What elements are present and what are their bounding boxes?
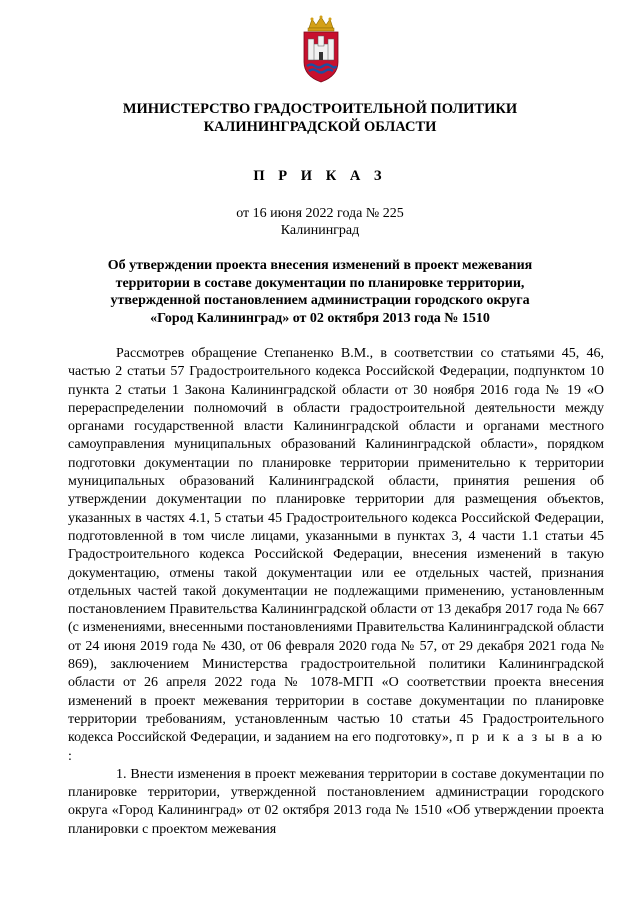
order-subject	[76, 257, 564, 327]
coat-of-arms-icon	[296, 14, 346, 84]
prikazyvayu-word: п р и к а з ы в а ю :	[68, 730, 604, 764]
subject-line-3: утвержденной постановлением администрации городского округа	[110, 293, 530, 308]
order-city: Калининград	[280, 223, 360, 238]
ministry-line-2: КАЛИНИНГРАДСКОЙ ОБЛАСТИ	[203, 119, 437, 135]
order-body	[68, 345, 604, 839]
subject-line-2: территории в составе документации по планировке территории,	[115, 275, 525, 291]
ministry-name	[60, 100, 580, 136]
body-paragraph-1	[68, 345, 604, 766]
body-paragraph-2: 1. Внести изменения в проект межевания территории в составе документации по планировке территории, утвержденной постановлением администрации городского округа «Город Калининград» от 02 октября 2013 года № 1510 «Об утверждении проекта планировки с проектом межевания	[68, 766, 604, 837]
subject-line-1: Об утверждении проекта внесения изменений в проект межевания	[107, 258, 533, 273]
ministry-line-1: МИНИСТЕРСТВО ГРАДОСТРОИТЕЛЬНОЙ ПОЛИТИКИ	[122, 101, 518, 117]
subject-line-4: «Город Калининград» от 02 октября 2013 года № 1510	[150, 310, 490, 326]
order-date-block	[60, 205, 580, 239]
body-paragraph-1-text: Рассмотрев обращение Степаненко В.М., в соответствии со статьями 45, 46, частью 2 статьи 57 Градостроительного кодекса Российской Федерации, подпунктом 10 пункта 2 статьи 1 Закона Калининградской области от 30 ноября 2016 года № 19 «О перераспределении полномочий в области градостроительной деятельности между органами государственной власти Калининградской области и органами местного самоуправления муниципальных образований Калининградской области», порядком подготовки документации по планировке территории применительно к территории муниципальных образований Калининградской области, принятия решения об утверждении документации по планировке территории для размещения объектов, указанных в частях 4.1, 5 статьи 45 Градостроительного кодекса Российской Федерации, подготовленной в том числе лицами, указанными в пунктах 3, 4 части 1.1 статьи 45 Градостроительного кодекса Российской Федерации, внесения изменений в такую документацию, отмены такой документации или ее отдельных частей, признания отдельных частей такой документации не подлежащими применению, установленным постановлением Правительства Калининградской области от 13 декабря 2017 года № 667 (с изменениями, внесенными постановлениями Правительства Калининградской области от 24 июня 2019 года № 430, от 06 февраля 2020 года № 57, от 29 декабря 2021 года № 869), заключением Министерства градостроительной политики Калининградской области от 26 апреля 2022 года № 1078-МГП «О соответствии проекта внесения изменений в проект межевания территории в составе документации по планировке территории требованиям, установленным частью 10 статьи 45 Градостроительного кодекса Российской Федерации, и заданием на его подготовку»,	[68, 346, 604, 746]
order-date-number: от 16 июня 2022 года № 225	[236, 206, 404, 221]
order-title: П Р И К А З	[253, 168, 387, 184]
